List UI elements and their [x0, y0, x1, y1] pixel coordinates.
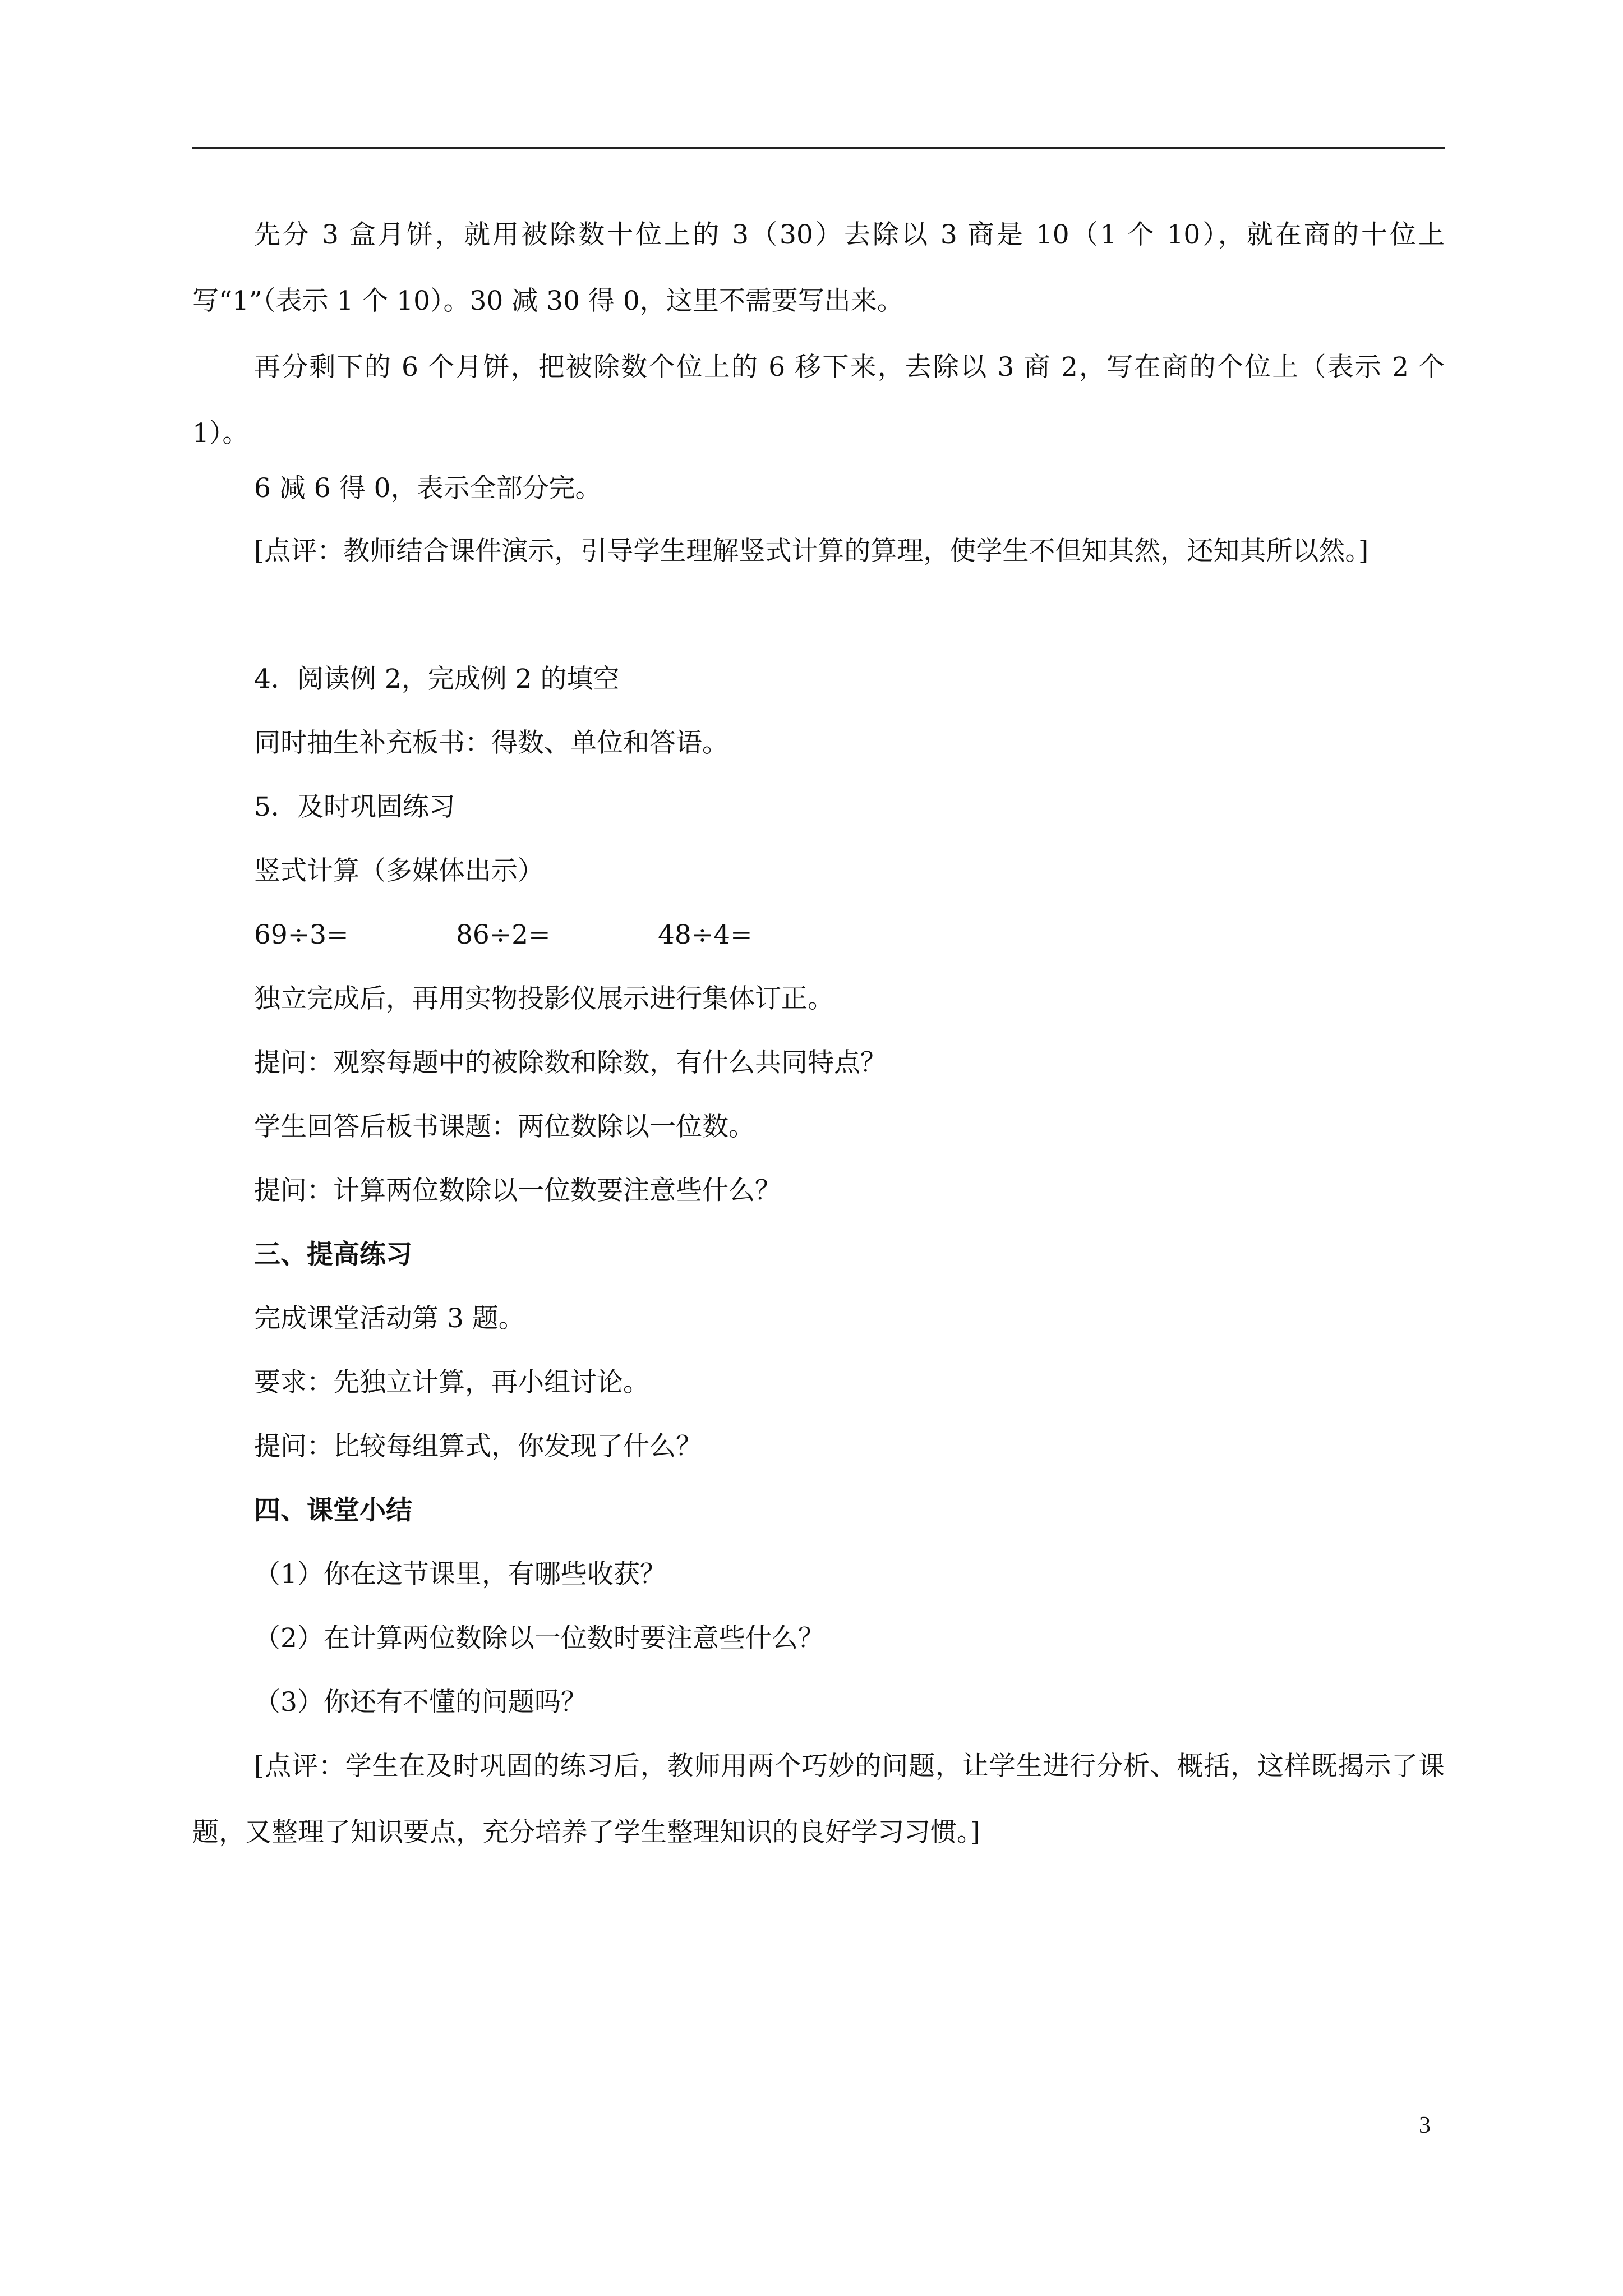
paragraph-vertical-calculation: 竖式计算（多媒体出示） — [254, 855, 544, 886]
paragraph-subtract-result: 6 减 6 得 0，表示全部分完。 — [254, 473, 602, 504]
paragraph-requirement: 要求：先独立计算，再小组讨论。 — [254, 1367, 649, 1398]
summary-question-1: （1）你在这节课里，有哪些收获？ — [254, 1559, 666, 1590]
step-5-heading: 5．及时巩固练习 — [254, 792, 455, 822]
section-heading-summary: 四、课堂小结 — [254, 1495, 412, 1526]
summary-question-2: （2）在计算两位数除以一位数时要注意些什么？ — [254, 1623, 824, 1654]
paragraph-board-writing: 同时抽生补充板书：得数、单位和答语。 — [254, 728, 728, 758]
paragraph-first-division-step: 先分 3 盒月饼，就用被除数十位上的 3（30）去除以 3 商是 10（1 个 10），就在商的十位上写“1”（表示 1 个 10）。30 减 30 得 0，这里不需要写出来。 — [192, 219, 1445, 316]
question-attention-points: 提问：计算两位数除以一位数要注意些什么？ — [254, 1175, 781, 1206]
paragraph-second-division-step: 再分剩下的 6 个月饼，把被除数个位上的 6 移下来，去除以 3 商 2，写在商的个位上（表示 2 个 1）。 — [192, 352, 1445, 449]
step-4-heading: 4．阅读例 2，完成例 2 的填空 — [254, 664, 620, 694]
summary-question-3: （3）你还有不懂的问题吗？ — [254, 1687, 587, 1718]
page-number: 3 — [1419, 2113, 1431, 2138]
paragraph-class-activity: 完成课堂活动第 3 题。 — [254, 1303, 525, 1334]
paragraph-lesson-title: 学生回答后板书课题：两位数除以一位数。 — [254, 1111, 755, 1142]
question-compare: 提问：比较每组算式，你发现了什么？ — [254, 1431, 702, 1462]
header-rule — [192, 147, 1445, 149]
comment-paragraph-2: [点评：学生在及时巩固的练习后，教师用两个巧妙的问题，让学生进行分析、概括，这样既揭示了课题，又整理了知识要点，充分培养了学生整理知识的良好学习习惯。] — [192, 1751, 1445, 1848]
calc-item: 69÷3= — [254, 919, 349, 950]
question-common-feature: 提问：观察每题中的被除数和除数，有什么共同特点？ — [254, 1047, 887, 1078]
calc-item: 86÷2= — [456, 919, 551, 950]
calculation-exercises — [254, 902, 1506, 968]
calc-item: 48÷4= — [658, 919, 753, 950]
comment-paragraph-1: [点评：教师结合课件演示，引导学生理解竖式计算的算理，使学生不但知其然，还知其所以然。] — [254, 536, 1369, 567]
paragraph-correction: 独立完成后，再用实物投影仪展示进行集体订正。 — [254, 983, 834, 1014]
section-heading-practice: 三、提高练习 — [254, 1239, 412, 1270]
